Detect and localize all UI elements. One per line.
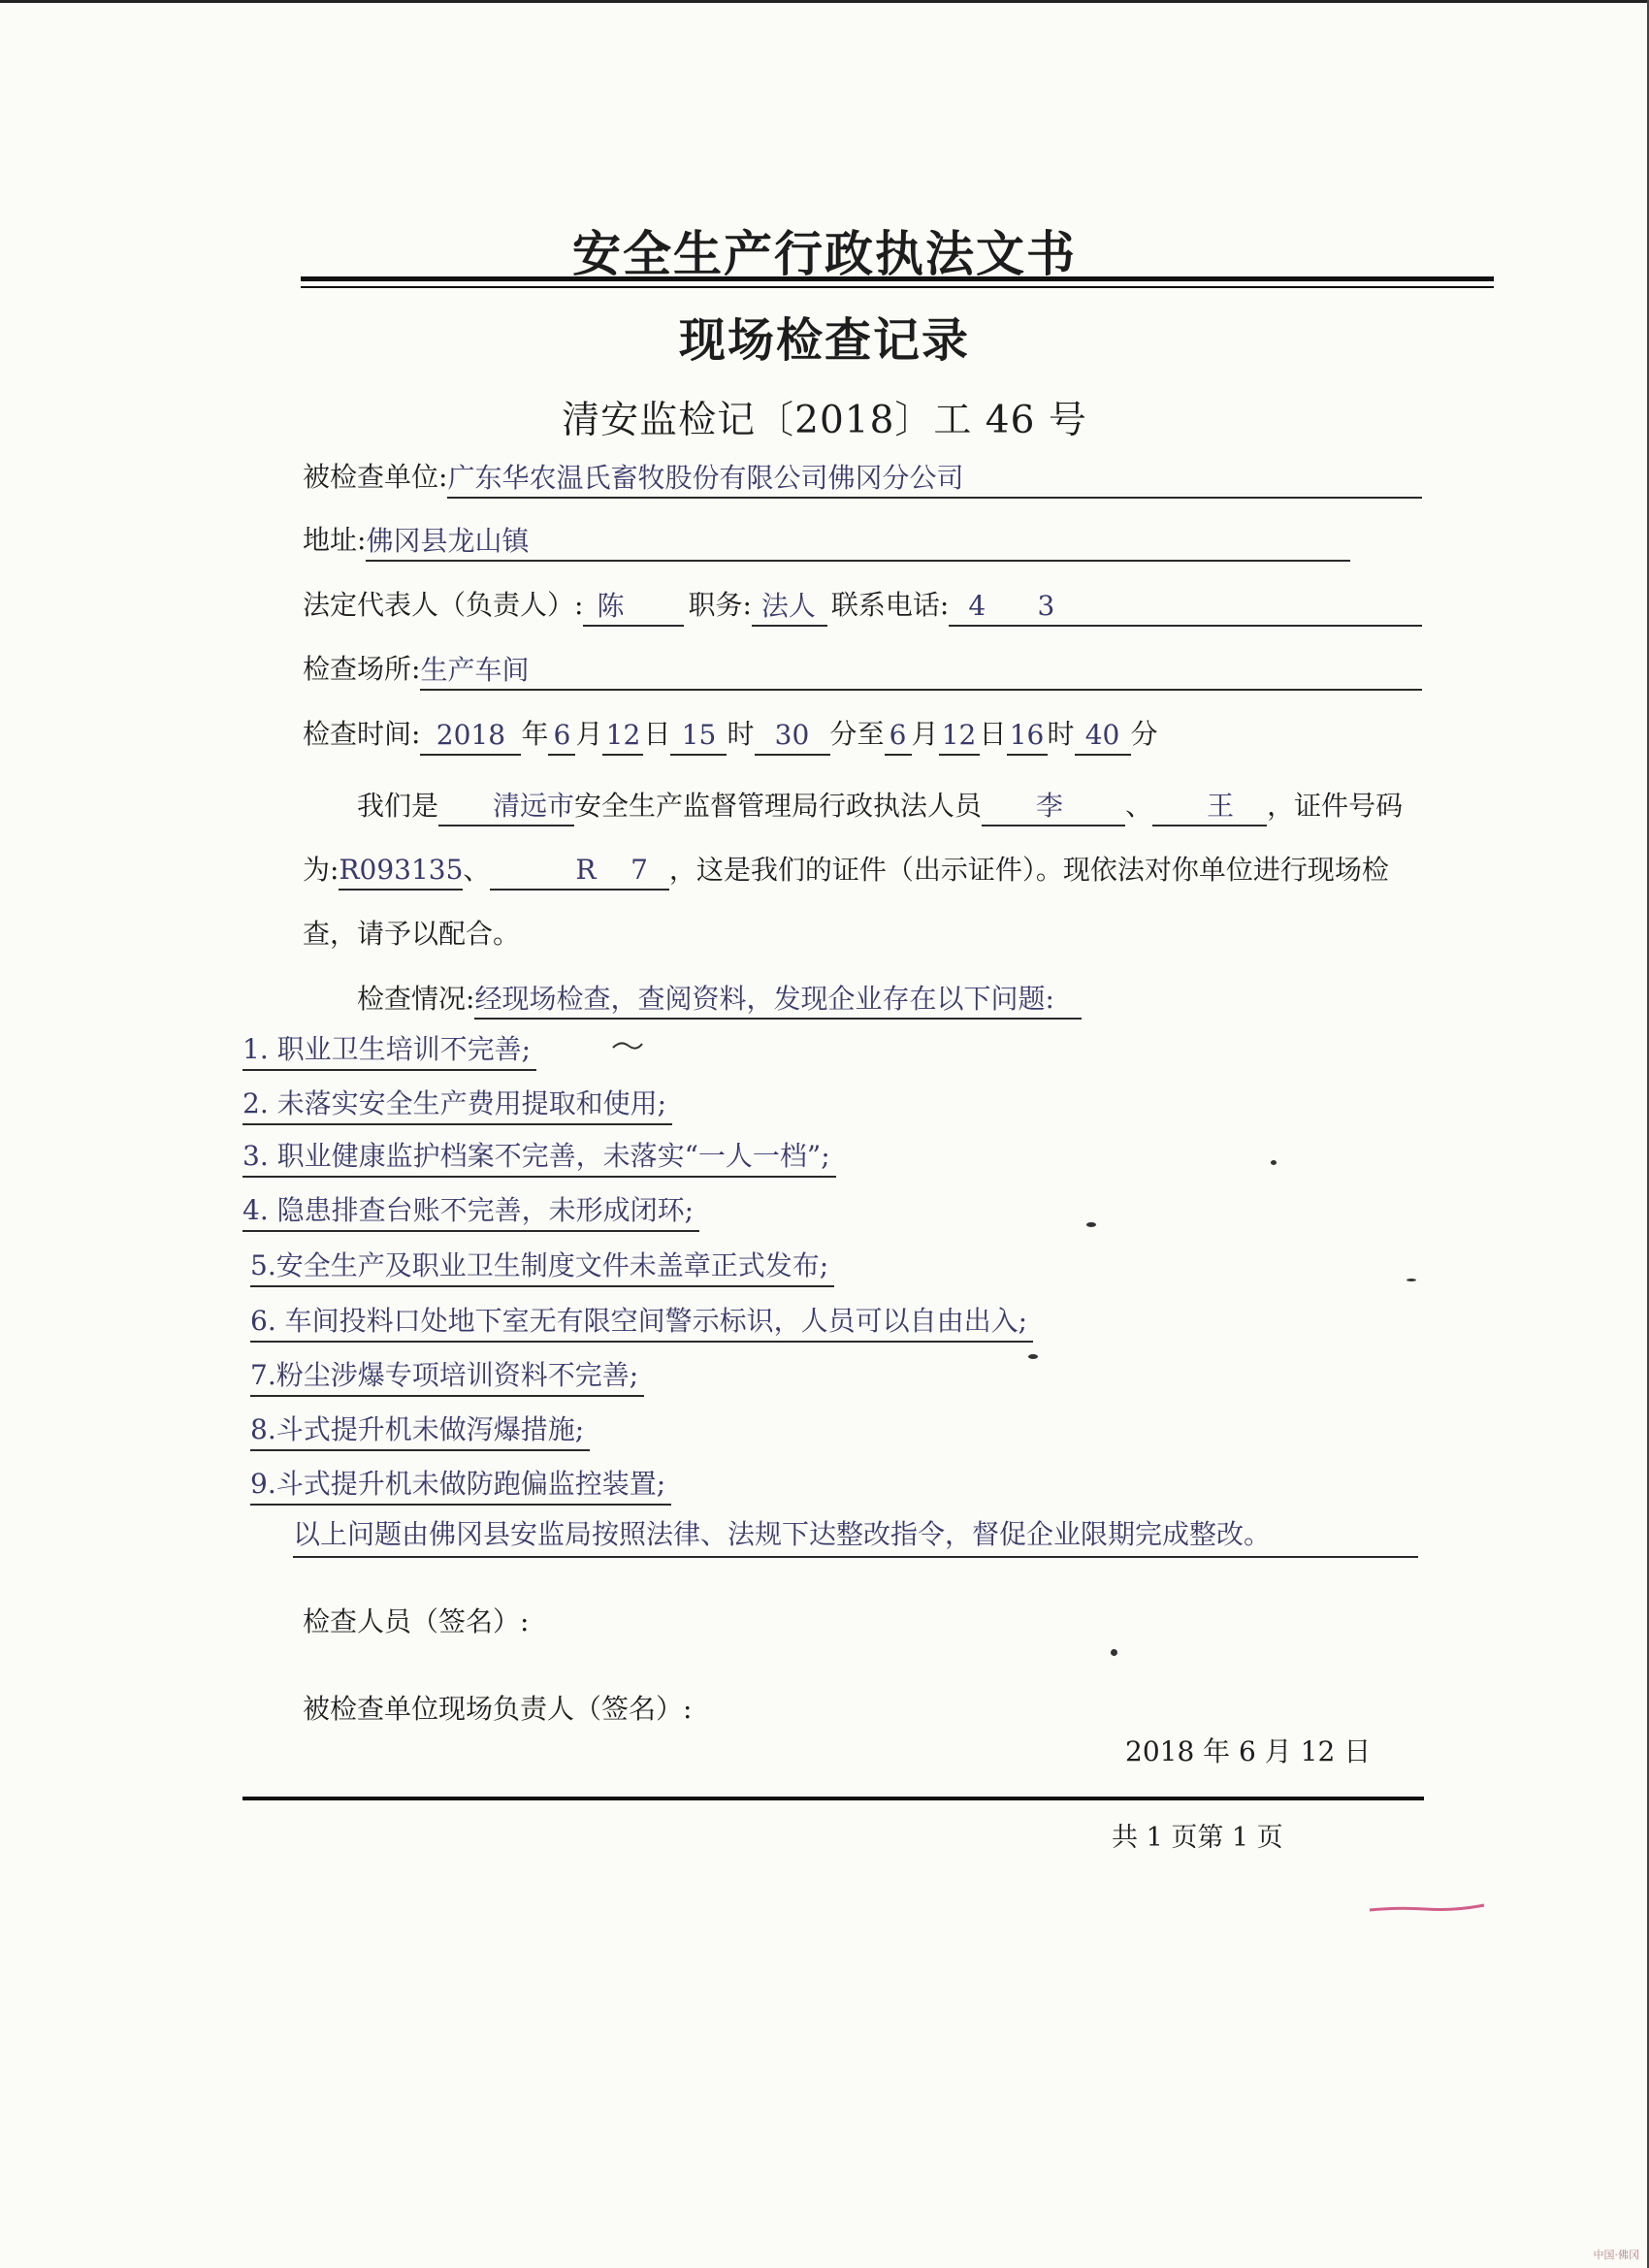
issue-item: 5.安全生产及职业卫生制度文件未盖章正式发布;: [250, 1247, 834, 1287]
scan-speck: [1086, 1222, 1096, 1227]
address-value: 佛冈县龙山镇: [366, 523, 1350, 562]
intro-officer-2: 王: [1152, 788, 1267, 826]
ink-tick-mark: [611, 1038, 644, 1053]
inspection-summary: 经现场检查，查阅资料，发现企业存在以下问题:: [474, 981, 1081, 1020]
time-unit-hour-end: 时: [1047, 718, 1075, 750]
intro-cert-separator: 、: [463, 854, 491, 886]
scan-speck: [1406, 1279, 1416, 1281]
intro-text-1: 我们是: [357, 790, 439, 822]
time-unit-month-end: 月: [911, 718, 939, 750]
time-hour-end: 16: [1007, 717, 1048, 756]
field-place: [303, 648, 1422, 691]
unit-label: 被检查单位:: [303, 461, 448, 493]
field-address: [303, 519, 1350, 562]
field-unit: [303, 456, 1422, 499]
scan-speck: [1111, 1649, 1117, 1656]
issue-item: 7.粉尘涉爆专项培训资料不完善;: [250, 1356, 644, 1397]
unit-value: 广东华农温氏畜牧股份有限公司佛冈分公司: [447, 460, 1422, 499]
document-title: 现场检查记录: [678, 313, 970, 368]
field-time: [303, 713, 1273, 756]
header-double-rule: [301, 276, 1494, 288]
time-unit-minute-end: 分: [1130, 718, 1158, 750]
time-unit-day-end: 日: [979, 718, 1007, 750]
footer-rule: [242, 1797, 1424, 1800]
time-unit-minute-to: 分至: [829, 718, 885, 750]
time-day-start: 12: [602, 717, 643, 756]
issue-item: 6. 车间投料口处地下室无有限空间警示标识，人员可以自由出入;: [250, 1302, 1033, 1343]
inspection-label: 检查情况:: [357, 983, 475, 1015]
issue-item: 4. 隐患排查台账不完善，未形成闭环;: [242, 1191, 699, 1232]
corner-watermark: 中国·佛冈: [1593, 2249, 1639, 2261]
rep-value: 陈: [583, 588, 684, 627]
signature-date: 2018 年 6 月 12 日: [1125, 1735, 1372, 1767]
document-type: 安全生产行政执法文书: [572, 226, 1077, 282]
inspection-conclusion: 以上问题由佛冈县安监局按照法律、法规下达整改指令，督促企业限期完成整改。: [293, 1513, 1418, 1558]
time-year: 2018: [420, 717, 521, 756]
page-count: 共 1 页第 1 页: [1112, 1823, 1283, 1853]
intro-text-2: 安全生产监督管理局行政执法人员: [574, 790, 983, 822]
time-minute-start: 30: [755, 717, 830, 756]
issue-item: 3. 职业健康监护档案不完善，未落实“一人一档”;: [242, 1137, 836, 1178]
inspection-heading: [357, 978, 1082, 1021]
position-value: 法人: [752, 588, 827, 627]
time-unit-day: 日: [643, 718, 671, 750]
scan-top-edge: [0, 0, 1649, 3]
position-label: 职务:: [688, 589, 752, 621]
issue-item: 2. 未落实安全生产费用提取和使用;: [242, 1085, 672, 1125]
intro-agency: 清远市: [438, 788, 574, 826]
rep-label: 法定代表人（负责人）:: [303, 589, 584, 621]
intro-paragraph: [303, 774, 1418, 966]
phone-label: 联系电话:: [830, 589, 950, 621]
intro-cert-2: R 7: [490, 852, 669, 891]
scan-speck: [1028, 1354, 1038, 1359]
issue-item: 1. 职业卫生培训不完善;: [242, 1030, 536, 1071]
time-hour-start: 15: [670, 717, 727, 756]
scan-speck: [1271, 1160, 1277, 1165]
place-label: 检查场所:: [303, 653, 421, 685]
address-label: 地址:: [303, 524, 367, 556]
time-month-end: 6: [885, 717, 912, 756]
time-month-start: 6: [548, 717, 575, 756]
time-unit-year: 年: [521, 718, 549, 750]
time-day-end: 12: [939, 717, 980, 756]
intro-text-4: ，这是我们的证件（出示证件）。现依法对你单位进行现场检查，请予以配合。: [303, 854, 1389, 950]
inspector-signature-label: 检查人员（签名）:: [303, 1605, 530, 1637]
place-value: 生产车间: [420, 652, 1422, 691]
time-minute-end: 40: [1075, 717, 1131, 756]
field-representative: [303, 584, 1422, 627]
document-number: 清安监检记〔2018〕工 46 号: [562, 399, 1087, 442]
time-unit-hour: 时: [727, 718, 755, 750]
intro-cert-1: R093135: [339, 852, 463, 891]
intro-text-3: ，证件号码为:: [303, 790, 1404, 886]
responsible-signature-label: 被检查单位现场负责人（签名）:: [303, 1693, 693, 1725]
pink-ink-mark: [1368, 1903, 1486, 1913]
intro-officer-1: 李: [982, 788, 1125, 826]
intro-separator: 、: [1125, 790, 1153, 822]
time-label: 检查时间:: [303, 718, 421, 750]
issue-item: 8.斗式提升机未做泻爆措施;: [250, 1410, 590, 1451]
issue-item: 9.斗式提升机未做防跑偏监控装置;: [250, 1465, 671, 1506]
time-unit-month: 月: [575, 718, 603, 750]
phone-value: 4 3: [949, 588, 1422, 627]
